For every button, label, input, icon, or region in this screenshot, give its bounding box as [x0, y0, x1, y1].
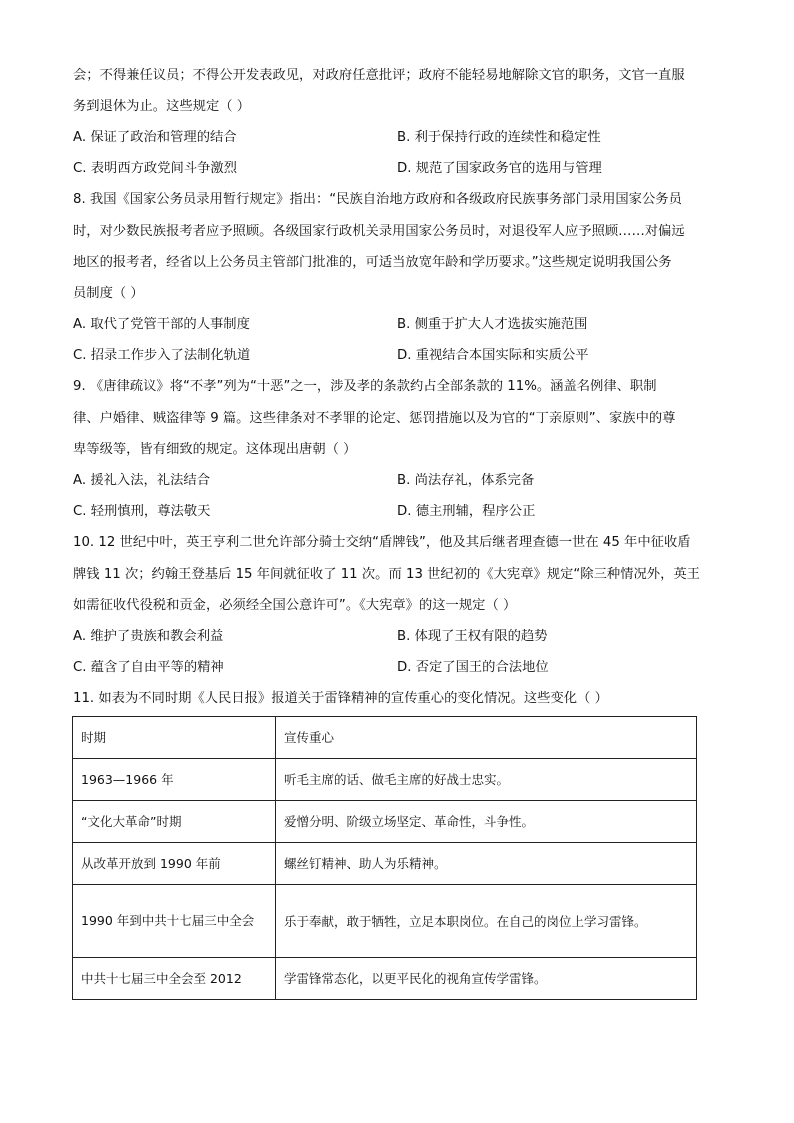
q8-stem-line: 时，对少数民族报考者应予照顾。各级国家行政机关录用国家公务员时，对退役军人应予照顾……对偏远 [73, 224, 685, 239]
q10-stem-line: 如需征收代役税和贡金，必须经全国公意许可”。《大宪章》的这一规定（ ） [73, 598, 517, 613]
q8-option-a[interactable]: A. 取代了党管干部的人事制度 [73, 317, 250, 332]
table-cell-period: “文化大革命”时期 [73, 801, 276, 843]
q8-stem-line: 员制度（ ） [73, 286, 144, 301]
q9-option-a[interactable]: A. 援礼入法，礼法结合 [73, 473, 210, 488]
table-row [73, 759, 697, 801]
q9-option-b[interactable]: B. 尚法存礼，体系完备 [397, 473, 535, 488]
table-header-cell: 宣传重心 [276, 717, 697, 759]
table-cell-focus: 螺丝钉精神、助人为乐精神。 [276, 843, 697, 885]
q7-option-c[interactable]: C. 表明西方政党间斗争激烈 [73, 161, 238, 176]
lei-feng-table [72, 716, 697, 1000]
q9-stem-line: 卑等级等，皆有细致的规定。这体现出唐朝（ ） [73, 442, 357, 457]
table-row [73, 843, 697, 885]
q10-stem-line: 牌钱 11 次；约翰王登基后 15 年间就征收了 11 次。而 13 世纪初的《大宪章》规定“除三种情况外，英王 [73, 567, 700, 582]
q8-option-d[interactable]: D. 重视结合本国实际和实质公平 [397, 348, 589, 363]
q7-option-b[interactable]: B. 利于保持行政的连续性和稳定性 [397, 130, 601, 145]
table-cell-period: 1990 年到中共十七届三中全会 [73, 885, 276, 958]
table-cell-period: 1963—1966 年 [73, 759, 276, 801]
q10-stem-line: 10. 12 世纪中叶，英王亨利二世允许部分骑士交纳“盾牌钱”，他及其后继者理查德一世在 45 年中征收盾 [73, 535, 691, 550]
q8-option-c[interactable]: C. 招录工作步入了法制化轨道 [73, 348, 251, 363]
table-row [73, 801, 697, 843]
table-row [73, 885, 697, 958]
q7-option-a[interactable]: A. 保证了政治和管理的结合 [73, 130, 237, 145]
q7-option-d[interactable]: D. 规范了国家政务官的选用与管理 [397, 161, 602, 176]
q7-stem-line: 会；不得兼任议员；不得公开发表政见，对政府任意批评；政府不能轻易地解除文官的职务，文官一直服 [73, 68, 685, 83]
q11-stem-line: 11. 如表为不同时期《人民日报》报道关于雷锋精神的宣传重心的变化情况。这些变化（ ） [73, 691, 608, 706]
table-cell-focus: 听毛主席的话、做毛主席的好战士忠实。 [276, 759, 697, 801]
table-cell-period: 从改革开放到 1990 年前 [73, 843, 276, 885]
table-header-row [73, 717, 697, 759]
q9-option-c[interactable]: C. 轻刑慎刑，尊法敬天 [73, 504, 211, 519]
q7-stem-line: 务到退休为止。这些规定（ ） [73, 99, 251, 114]
q8-option-b[interactable]: B. 侧重于扩大人才选拔实施范围 [397, 317, 588, 332]
q9-stem-line: 9. 《唐律疏议》将“不孝”列为“十恶”之一，涉及孝的条款约占全部条款的 11%。涵盖名例律、职制 [73, 379, 657, 394]
table-row [73, 958, 697, 1000]
table-header-cell: 时期 [73, 717, 276, 759]
q10-option-c[interactable]: C. 蕴含了自由平等的精神 [73, 660, 224, 675]
table-cell-focus: 乐于奉献，敢于牺牲，立足本职岗位。在自己的岗位上学习雷锋。 [276, 885, 697, 958]
table-cell-focus: 学雷锋常态化，以更平民化的视角宣传学雷锋。 [276, 958, 697, 1000]
q9-stem-line: 律、户婚律、贼盗律等 9 篇。这些律条对不孝罪的论定、惩罚措施以及为官的“丁亲原则”、家族中的尊 [73, 411, 676, 426]
table-cell-focus: 爱憎分明、阶级立场坚定、革命性，斗争性。 [276, 801, 697, 843]
q10-option-b[interactable]: B. 体现了王权有限的趋势 [397, 629, 548, 644]
q10-option-d[interactable]: D. 否定了国王的合法地位 [397, 660, 549, 675]
q8-stem-line: 8. 我国《国家公务员录用暂行规定》指出：“民族自治地方政府和各级政府民族事务部门录用国家公务员 [73, 192, 682, 207]
q8-stem-line: 地区的报考者，经省以上公务员主管部门批准的，可适当放宽年龄和学历要求。”这些规定说明我国公务 [73, 255, 672, 270]
q9-option-d[interactable]: D. 德主刑辅，程序公正 [397, 504, 536, 519]
table-cell-period: 中共十七届三中全会至 2012 [73, 958, 276, 1000]
q10-option-a[interactable]: A. 维护了贵族和教会利益 [73, 629, 224, 644]
